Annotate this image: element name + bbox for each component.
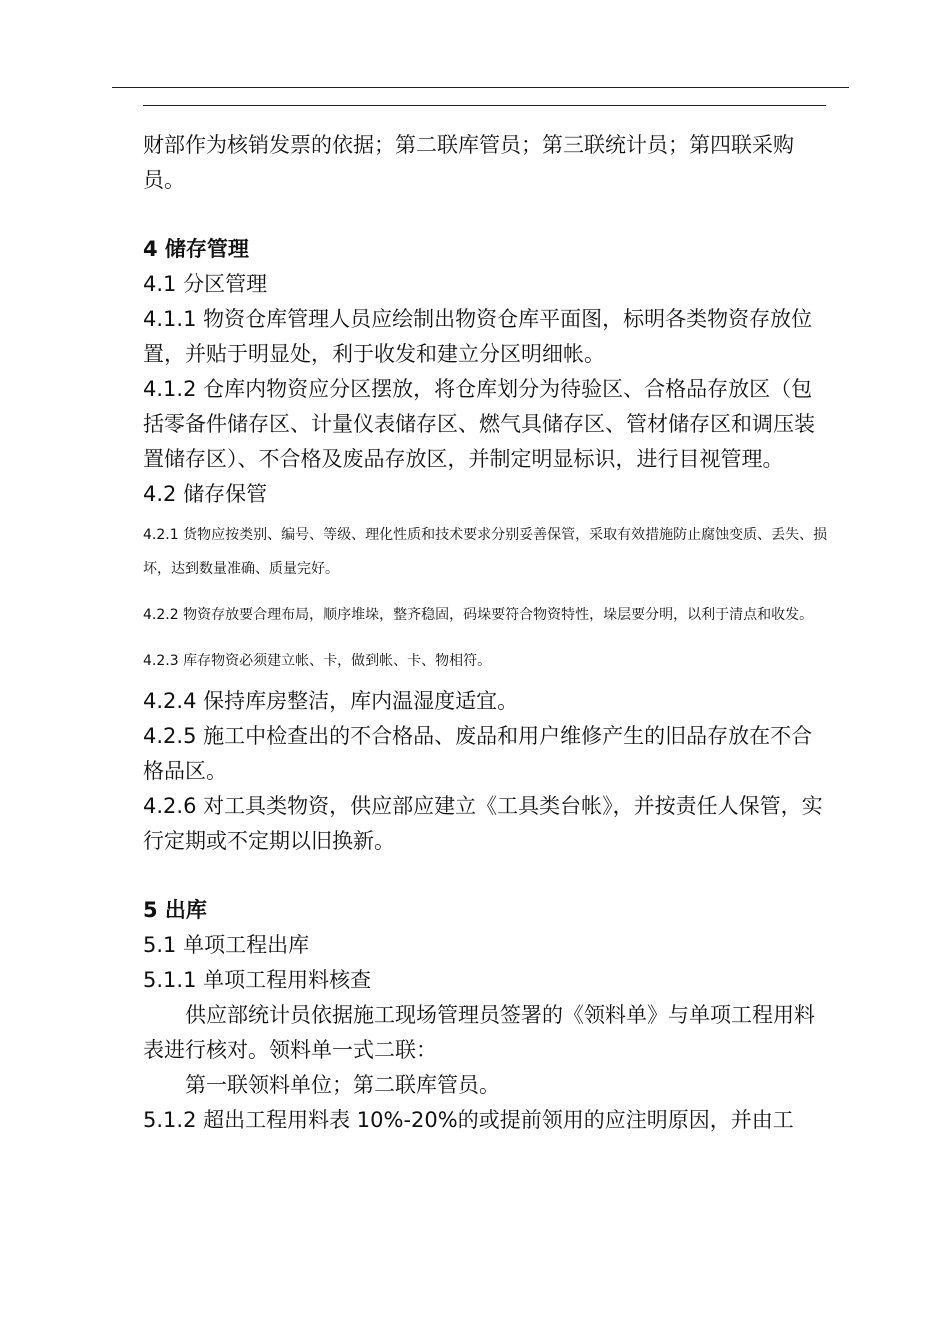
header-rule-top — [112, 87, 849, 88]
spacer — [143, 859, 833, 893]
small-text-block — [143, 592, 833, 638]
clause-4-2-3: 4.2.3 库存物资必须建立帐、卡，做到帐、卡、物相符。 — [143, 653, 492, 669]
section-heading-5: 5 出库 — [143, 898, 207, 922]
subsection-5-1: 5.1 单项工程出库 — [143, 933, 310, 957]
clause-4-1-1: 4.1.1 物资仓库管理人员应绘制出物资仓库平面图，标明各类物资存放位置，并贴于明显处，利于收发和建立分区明细帐。 — [143, 307, 813, 366]
header-rule-bottom — [143, 105, 826, 106]
document-body — [143, 128, 833, 1138]
clause-5-1-2: 5.1.2 超出工程用料表 10%-20%的或提前领用的应注明原因，并由工 — [143, 1108, 794, 1132]
clause-4-1-2: 4.1.2 仓库内物资应分区摆放，将仓库划分为待验区、合格品存放区（包括零备件储存区、计量仪表储存区、燃气具储存区、管材储存区和调压装置储存区）、不合格及废品存放区，并制定明显标识，进行目视管理。 — [143, 377, 815, 471]
section-heading-4: 4 储存管理 — [143, 237, 249, 261]
clause-4-2-5: 4.2.5 施工中检查出的不合格品、废品和用户维修产生的旧品存放在不合格品区。 — [143, 724, 813, 783]
spacer — [143, 198, 833, 232]
small-text-block — [143, 638, 833, 684]
paragraph-continuation: 财部作为核销发票的依据；第二联库管员；第三联统计员；第四联采购员。 — [143, 133, 794, 192]
clause-4-2-1: 4.2.1 货物应按类别、编号、等级、理化性质和技术要求分别妥善保管，采取有效措施防止腐蚀变质、丢失、损坏，达到数量准确、质量完好。 — [143, 527, 828, 577]
clause-5-1-1: 5.1.1 单项工程用料核查 — [143, 968, 372, 992]
clause-5-1-1-body: 供应部统计员依据施工现场管理员签署的《领料单》与单项工程用料表进行核对。领料单一式二联： — [143, 1003, 815, 1062]
clause-4-2-2: 4.2.2 物资存放要合理布局，顺序堆垛，整齐稳固，码垛要符合物资特性，垛层要分明，以利于清点和收发。 — [143, 607, 814, 623]
subsection-4-2: 4.2 储存保管 — [143, 482, 268, 506]
small-text-block — [143, 512, 833, 592]
subsection-4-1: 4.1 分区管理 — [143, 272, 268, 296]
clause-5-1-1-copies: 第一联领料单位；第二联库管员。 — [185, 1073, 500, 1097]
clause-4-2-4: 4.2.4 保持库房整洁，库内温湿度适宜。 — [143, 689, 519, 713]
clause-4-2-6: 4.2.6 对工具类物资，供应部应建立《工具类台帐》，并按责任人保管，实行定期或不定期以旧换新。 — [143, 794, 823, 853]
